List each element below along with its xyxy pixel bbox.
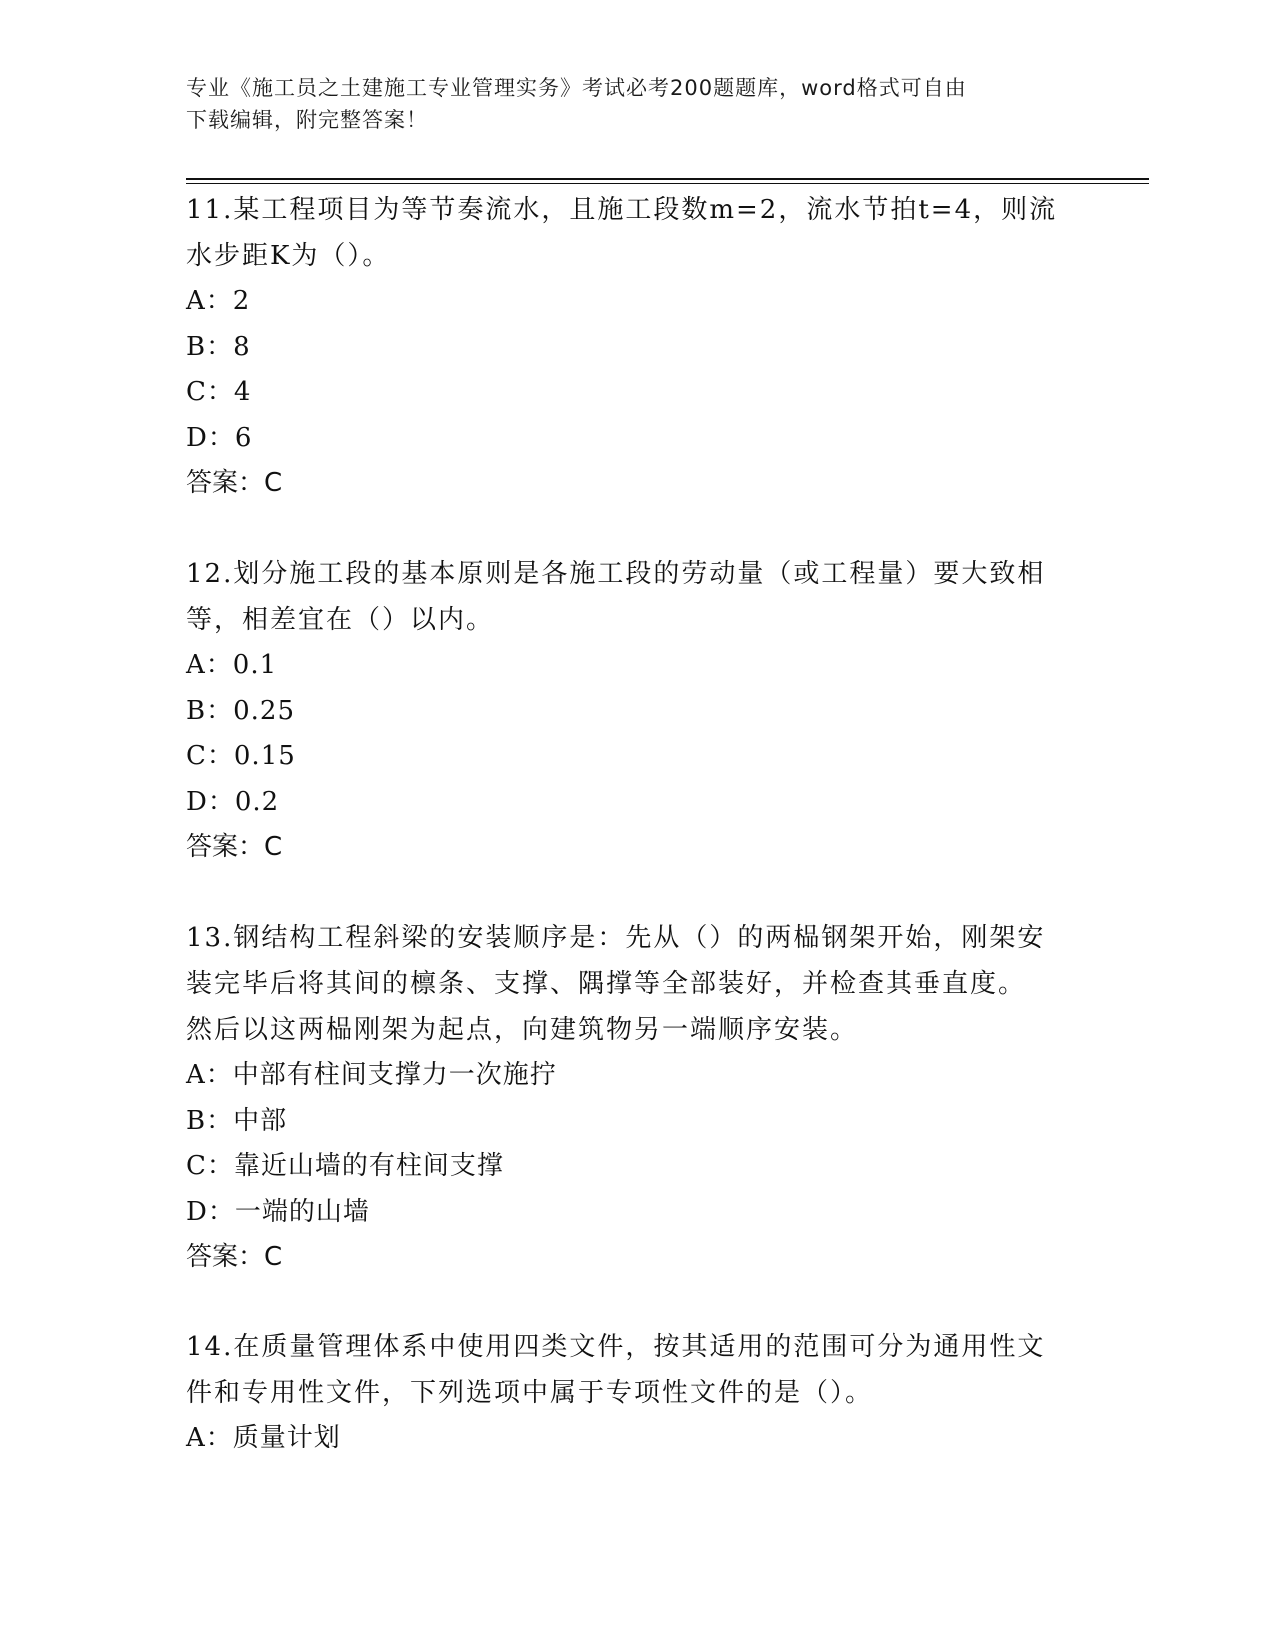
question-stem-line: 12.划分施工段的基本原则是各施工段的劳动量（或工程量）要大致相 — [186, 559, 1046, 589]
header-line-1: 专业《施工员之土建施工专业管理实务》考试必考200题题库，word格式可自由 — [186, 76, 967, 100]
document-header — [186, 72, 1066, 136]
question-14 — [186, 1324, 1086, 1462]
option-d: D：6 — [186, 422, 253, 453]
option-c: C：靠近山墙的有柱间支撑 — [186, 1151, 504, 1181]
option-d: D：0.2 — [186, 786, 280, 817]
question-stem-line: 13.钢结构工程斜梁的安装顺序是：先从（）的两榀钢架开始，刚架安 — [186, 923, 1046, 953]
option-b: B：0.25 — [186, 695, 295, 726]
header-divider-thick — [186, 178, 1149, 180]
header-divider-thin — [186, 183, 1149, 184]
question-stem — [186, 551, 1086, 643]
option-a: A：质量计划 — [186, 1423, 341, 1453]
option-d: D：一端的山墙 — [186, 1196, 370, 1227]
question-stem-line: 14.在质量管理体系中使用四类文件，按其适用的范围可分为通用性文 — [186, 1332, 1046, 1362]
option-c: C：4 — [186, 377, 252, 407]
question-stem — [186, 1324, 1086, 1416]
question-stem-line: 等，相差宜在（）以内。 — [186, 605, 495, 635]
question-13 — [186, 915, 1086, 1279]
question-stem-line: 件和专用性文件，下列选项中属于专项性文件的是（）。 — [186, 1378, 874, 1408]
answer-text: 答案：C — [186, 468, 283, 498]
header-line-2: 下载编辑，附完整答案！ — [186, 108, 428, 132]
option-a: A：0.1 — [186, 650, 278, 680]
question-11 — [186, 187, 1086, 505]
question-stem-line: 然后以这两榀刚架为起点，向建筑物另一端顺序安装。 — [186, 1015, 859, 1045]
question-stem-line: 11.某工程项目为等节奏流水，且施工段数m=2，流水节拍t=4，则流 — [186, 195, 1058, 225]
question-12 — [186, 551, 1086, 869]
question-stem — [186, 915, 1086, 1053]
question-stem-line: 水步距K为（）。 — [186, 241, 391, 271]
option-b: B：中部 — [186, 1105, 288, 1136]
option-b: B：8 — [186, 331, 251, 362]
answer-text: 答案：C — [186, 1242, 283, 1272]
option-a: A：2 — [186, 286, 251, 316]
question-stem — [186, 187, 1086, 279]
option-a: A：中部有柱间支撑力一次施拧 — [186, 1060, 557, 1090]
answer-text: 答案：C — [186, 832, 283, 862]
question-stem-line: 装完毕后将其间的檩条、支撑、隅撑等全部装好，并检查其垂直度。 — [186, 969, 1027, 999]
option-c: C：0.15 — [186, 741, 296, 771]
